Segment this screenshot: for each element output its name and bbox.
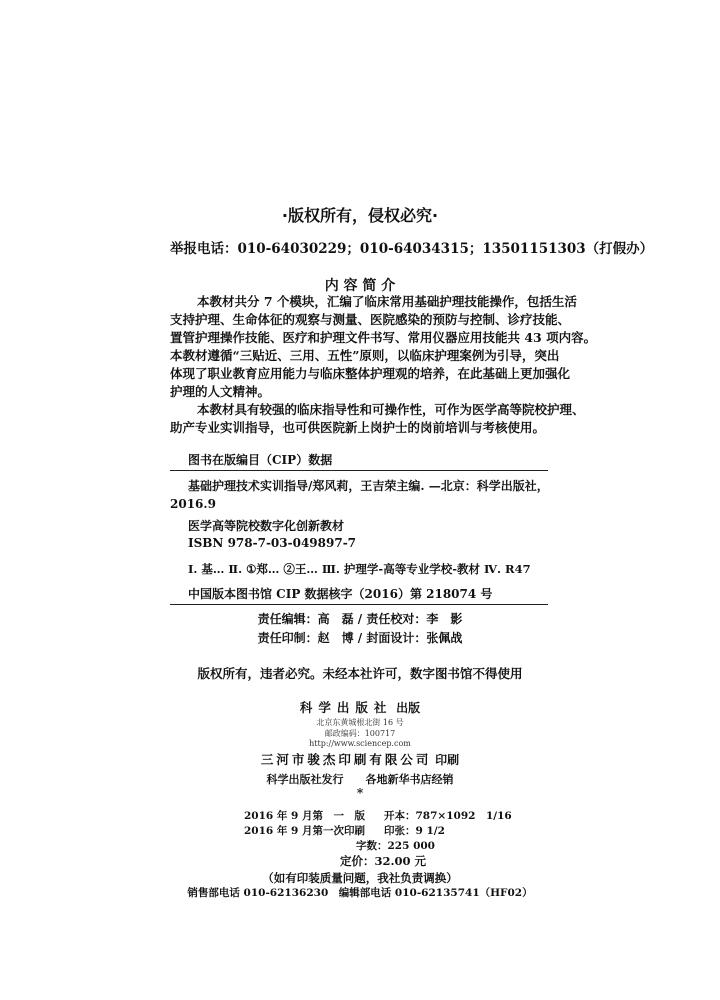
printed-sheets: 印张：9 1/2 xyxy=(384,825,445,837)
publisher-line xyxy=(0,698,720,716)
cip-line: 2016.9 xyxy=(170,497,216,511)
cip-bottom-rule xyxy=(170,604,548,605)
separator-star: * xyxy=(356,786,364,800)
editor-credits: 责任编辑：高 磊 / 责任校对：李 影 xyxy=(257,612,463,626)
publisher-postcode: 邮政编码：100717 xyxy=(324,729,396,738)
printer-line xyxy=(0,750,720,768)
price: 定价：32.00 元 xyxy=(340,854,427,868)
publisher-address: 北京东黄城根北街 16 号 xyxy=(316,718,404,727)
printer-suffix: 印刷 xyxy=(435,753,460,767)
summary-line: 本教材共分 7 个模块，汇编了临床常用基础护理技能操作，包括生活 xyxy=(197,294,577,309)
first-edition: 2016 年 9 月第 一 版 xyxy=(244,810,365,822)
book-format: 开本：787×1092 1/16 xyxy=(384,810,512,822)
summary-line: 护理的人文精神。 xyxy=(170,384,271,399)
summary-line: 置管护理操作技能、医疗和护理文件书写、常用仪器应用技能共 43 项内容。 xyxy=(170,330,597,345)
report-phone: 举报电话：010-64030229；010-64034315；13501151303（打假办） xyxy=(170,241,654,257)
printer-logo: 三河市骏杰印刷有限公司 xyxy=(260,752,432,767)
rights-statement: 版权所有，违者必究。未经本社许可，数字图书馆不得使用 xyxy=(197,666,523,681)
printing-credits: 责任印制：赵 博 / 封面设计：张佩战 xyxy=(257,631,463,645)
cip-line: 基础护理技术实训指导/郑风莉，王吉荣主编. —北京：科学出版社， xyxy=(188,479,549,493)
summary-line: 本教材具有较强的临床指导性和可操作性，可作为医学高等院校护理、 xyxy=(197,402,585,417)
publisher-logo: 科学出版社 xyxy=(299,700,393,715)
publisher-suffix: 出版 xyxy=(396,701,421,715)
cip-classification: Ⅰ. 基… Ⅱ. ①郑… ②王… Ⅲ. 护理学-高等专业学校-教材 Ⅳ. R47 xyxy=(188,562,531,576)
copyright-notice: ·版权所有，侵权必究· xyxy=(281,206,439,225)
cip-record: 中国版本图书馆 CIP 数据核字（2016）第 218074 号 xyxy=(188,587,493,601)
cip-top-rule xyxy=(170,470,548,471)
summary-line: 支持护理、生命体征的观察与测量、医院感染的预防与控制、诊疗技能、 xyxy=(170,312,571,327)
summary-line: 助产专业实训指导，也可供医院新上岗护士的岗前培训与考核使用。 xyxy=(170,420,546,435)
quality-note: （如有印装质量问题，我社负责调换） xyxy=(262,871,458,885)
cip-isbn: ISBN 978-7-03-049897-7 xyxy=(188,536,357,550)
cip-heading: 图书在版编目（CIP）数据 xyxy=(188,453,333,467)
distribution-line: 科学出版社发行 各地新华书店经销 xyxy=(266,773,454,786)
contact-phones: 销售部电话 010-62136230 编辑部电话 010-62135741（HF02） xyxy=(187,887,533,899)
first-printing: 2016 年 9 月第一次印刷 xyxy=(244,825,365,837)
summary-line: 体现了职业教育应用能力与临床整体护理观的培养，在此基础上更加强化 xyxy=(170,366,571,381)
publisher-website: http://www.sciencep.com xyxy=(309,739,411,748)
cip-line: 医学高等院校数字化创新教材 xyxy=(188,519,345,533)
word-count: 字数：225 000 xyxy=(356,840,435,852)
summary-line: 本教材遵循“三贴近、三用、五性”原则，以临床护理案例为引导，突出 xyxy=(170,348,560,363)
summary-title: 内 容 简 介 xyxy=(324,278,396,294)
